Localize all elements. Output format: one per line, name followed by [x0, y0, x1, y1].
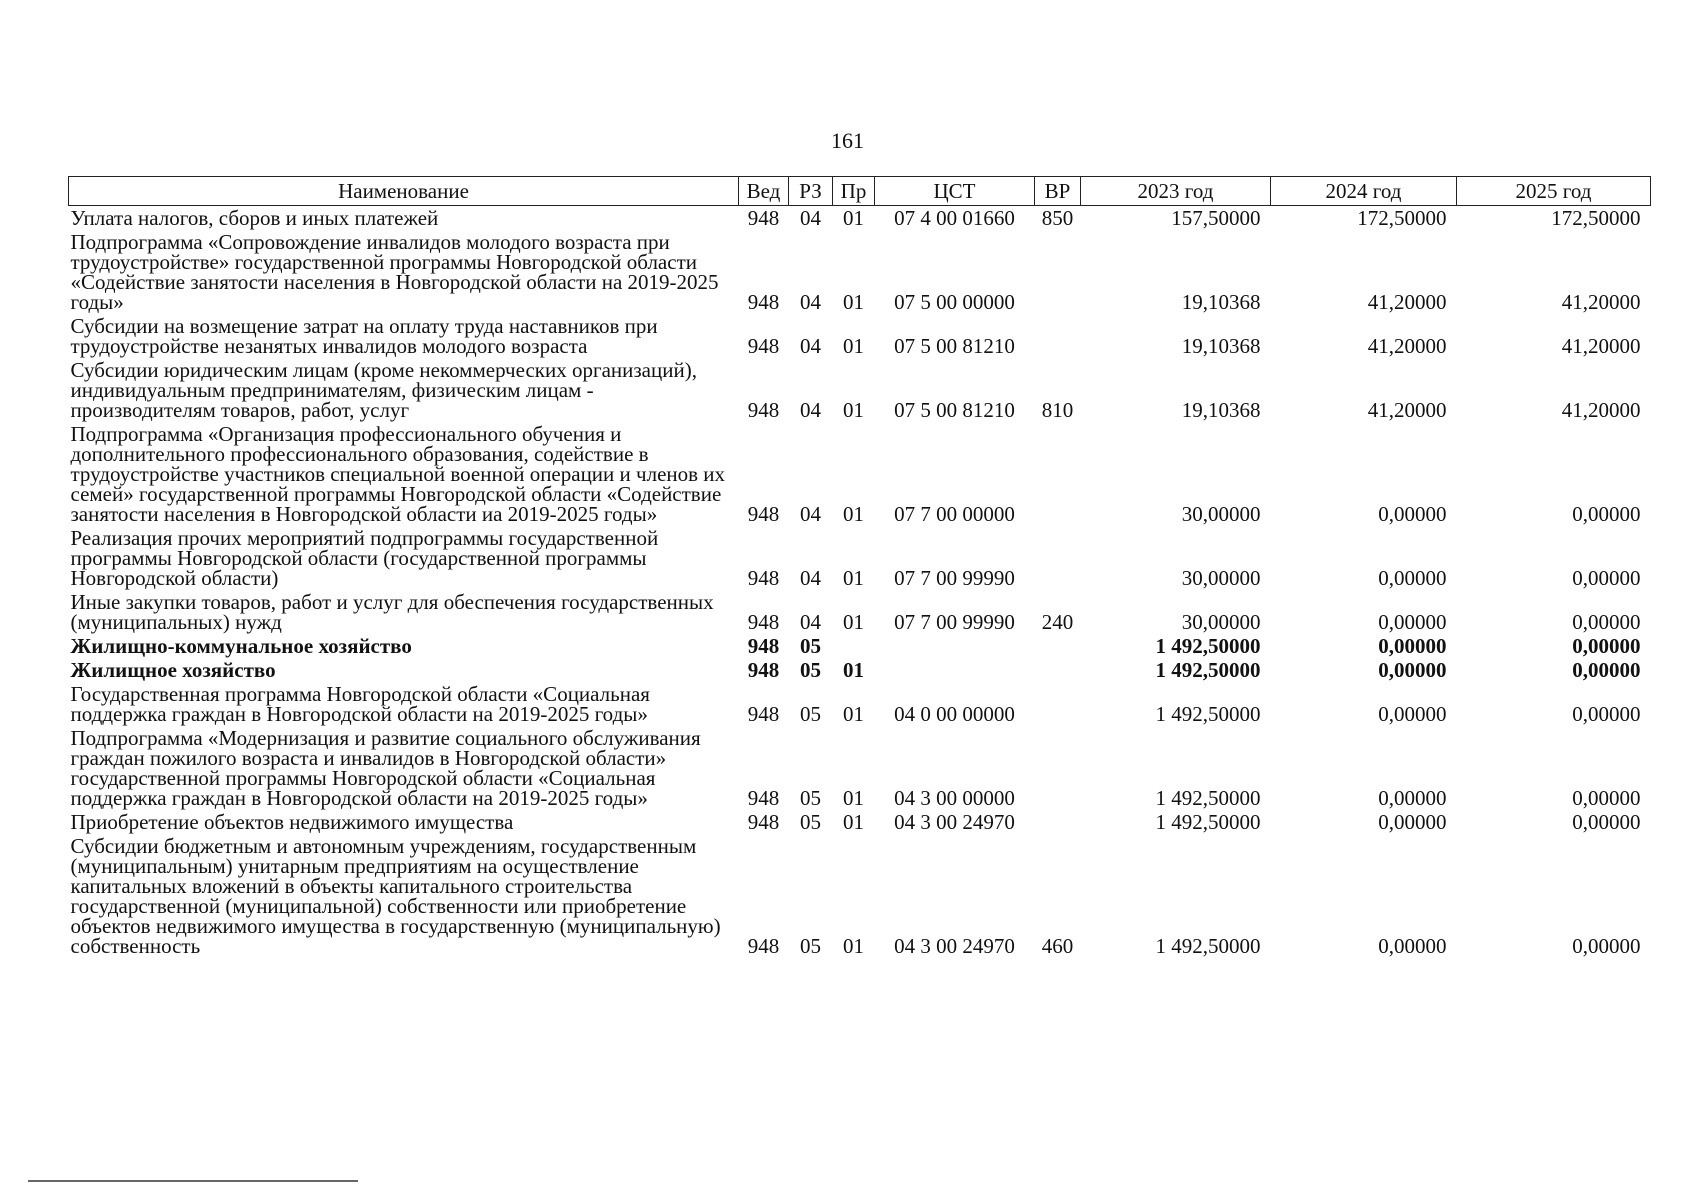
row-value-2025: 0,00000: [1572, 610, 1641, 634]
row-value-2025: 172,50000: [1551, 206, 1641, 230]
row-ved: 948: [747, 502, 780, 526]
row-pr: 01: [843, 398, 864, 422]
row-vr: [1035, 634, 1081, 658]
header-2025: 2025 год: [1457, 177, 1651, 206]
row-cst: [875, 634, 1035, 658]
row-cst: 04 0 00 00000: [894, 702, 1015, 726]
row-value-2024: 0,00000: [1378, 610, 1447, 634]
row-name: Государственная программа Новгородской области «Социальная поддержка граждан в Новгородской области на 2019-2025 годы»: [70, 682, 650, 726]
row-value-2023: 30,00000: [1181, 566, 1261, 590]
row-name: Подпрограмма «Модернизация и развитие социального обслуживания граждан пожилого возраста и инвалидов в Новгородской области» государственной программы Новгородской области «Социальная поддержка граждан в Новгородской области на 2019-2025 годы»: [70, 726, 701, 810]
row-rz: 04: [800, 334, 821, 358]
row-pr: 01: [843, 658, 864, 682]
row-cst: 07 7 00 99990: [894, 566, 1015, 590]
row-name: Приобретение объектов недвижимого имущества: [70, 810, 514, 834]
row-name: Жилищно-коммунальное хозяйство: [70, 634, 412, 658]
row-ved: 948: [747, 334, 780, 358]
row-pr: [833, 634, 875, 658]
row-value-2024: 0,00000: [1378, 786, 1447, 810]
row-value-2023: 1 492,50000: [1155, 810, 1261, 834]
row-value-2024: 41,20000: [1367, 398, 1447, 422]
page-number: 161: [831, 128, 864, 153]
row-value-2023: 1 492,50000: [1155, 702, 1261, 726]
table-row: [69, 682, 1651, 726]
row-value-2023: 30,00000: [1181, 610, 1261, 634]
table-row: [69, 590, 1651, 634]
row-value-2025: 0,00000: [1572, 702, 1641, 726]
header-2024: 2024 год: [1271, 177, 1457, 206]
row-value-2023: 19,10368: [1181, 398, 1261, 422]
header-name: Наименование: [69, 177, 739, 206]
row-rz: 04: [800, 566, 821, 590]
header-rz: РЗ: [789, 177, 833, 206]
header-cst: ЦСТ: [875, 177, 1035, 206]
row-vr: [1035, 810, 1081, 834]
row-rz: 04: [800, 398, 821, 422]
row-rz: 05: [800, 702, 821, 726]
table-row: [69, 526, 1651, 590]
header-vr: ВР: [1035, 177, 1081, 206]
row-ved: 948: [747, 206, 780, 230]
row-name: Реализация прочих мероприятий подпрограммы государственной программы Новгородской области (государственной программы Новгородской области): [70, 526, 659, 590]
row-rz: 05: [800, 934, 821, 958]
row-name: Субсидии бюджетным и автономным учреждениям, государственным (муниципальным) унитарным предприятиям на осуществление капитальных вложений в объекты капитального строительства государственной (муниципальной) собственности или приобретение объектов недвижимого имущества в государственную (муниципальную) собственность: [70, 834, 721, 958]
budget-table: [68, 176, 1651, 958]
row-value-2025: 0,00000: [1572, 934, 1641, 958]
table-row: [69, 634, 1651, 658]
row-value-2025: 0,00000: [1572, 502, 1641, 526]
row-cst: 07 5 00 00000: [894, 290, 1015, 314]
row-vr: [1035, 526, 1081, 590]
row-value-2025: 0,00000: [1572, 566, 1641, 590]
table-row: [69, 358, 1651, 422]
row-name: Жилищное хозяйство: [70, 658, 276, 682]
row-rz: 05: [800, 810, 821, 834]
row-cst: 04 3 00 24970: [894, 810, 1015, 834]
row-vr: [1035, 658, 1081, 682]
row-ved: 948: [747, 566, 780, 590]
row-cst: 04 3 00 24970: [894, 934, 1015, 958]
row-value-2024: 172,50000: [1357, 206, 1447, 230]
row-vr: 810: [1041, 398, 1074, 422]
row-cst: 07 5 00 81210: [894, 334, 1015, 358]
row-rz: 04: [800, 290, 821, 314]
row-vr: [1035, 422, 1081, 526]
row-value-2023: 1 492,50000: [1155, 658, 1261, 682]
row-value-2023: 19,10368: [1181, 290, 1261, 314]
row-value-2024: 0,00000: [1378, 502, 1447, 526]
row-cst: 04 3 00 00000: [894, 786, 1015, 810]
table-row: [69, 314, 1651, 358]
row-ved: 948: [747, 934, 780, 958]
footer-rule: [28, 1180, 358, 1182]
row-name: Иные закупки товаров, работ и услуг для обеспечения государственных (муниципальных) нужд: [70, 590, 714, 634]
row-vr: 850: [1041, 206, 1074, 230]
row-pr: 01: [843, 934, 864, 958]
row-pr: 01: [843, 786, 864, 810]
row-ved: 948: [747, 658, 780, 682]
row-value-2025: 41,20000: [1561, 334, 1641, 358]
table-row: [69, 206, 1651, 231]
row-pr: 01: [843, 610, 864, 634]
row-rz: 05: [800, 658, 821, 682]
header-pr: Пр: [833, 177, 875, 206]
table-row: [69, 810, 1651, 834]
row-value-2024: 41,20000: [1367, 290, 1447, 314]
row-rz: 04: [800, 502, 821, 526]
table-row: [69, 658, 1651, 682]
row-name: Уплата налогов, сборов и иных платежей: [70, 206, 439, 230]
row-ved: 948: [747, 634, 780, 658]
row-value-2024: 0,00000: [1378, 702, 1447, 726]
row-name: Субсидии юридическим лицам (кроме некоммерческих организаций), индивидуальным предпринимателям, физическим лицам - производителям товаров, работ, услуг: [70, 358, 697, 422]
row-value-2024: 41,20000: [1367, 334, 1447, 358]
row-cst: 07 7 00 00000: [894, 502, 1015, 526]
row-value-2025: 41,20000: [1561, 398, 1641, 422]
row-ved: 948: [747, 810, 780, 834]
table-row: [69, 230, 1651, 314]
row-vr: 240: [1041, 610, 1074, 634]
row-pr: 01: [843, 702, 864, 726]
row-value-2024: 0,00000: [1378, 634, 1447, 658]
table-body: [69, 206, 1651, 959]
row-value-2024: 0,00000: [1378, 566, 1447, 590]
row-value-2023: 1 492,50000: [1155, 934, 1261, 958]
row-pr: 01: [843, 206, 864, 230]
table-row: [69, 834, 1651, 958]
row-pr: 01: [843, 334, 864, 358]
row-vr: [1035, 682, 1081, 726]
row-rz: 05: [800, 786, 821, 810]
row-pr: 01: [843, 810, 864, 834]
row-value-2023: 30,00000: [1181, 502, 1261, 526]
row-value-2025: 0,00000: [1572, 786, 1641, 810]
header-2023: 2023 год: [1081, 177, 1271, 206]
row-value-2025: 41,20000: [1561, 290, 1641, 314]
row-value-2024: 0,00000: [1378, 810, 1447, 834]
row-value-2025: 0,00000: [1572, 634, 1641, 658]
row-ved: 948: [747, 290, 780, 314]
table-row: [69, 726, 1651, 810]
row-name: Подпрограмма «Сопровождение инвалидов молодого возраста при трудоустройстве» государственной программы Новгородской области «Содействие занятости населения в Новгородской области на 2019-2025 годы»: [70, 230, 719, 314]
row-value-2023: 1 492,50000: [1155, 634, 1261, 658]
row-name: Подпрограмма «Организация профессионального обучения и дополнительного профессионального образования, содействие в трудоустройстве участников специальной военной операции и членов их семей» государственной программы Новгородской области «Содействие занятости населения в Новгородской области иа 2019-2025 годы»: [70, 422, 726, 526]
row-pr: 01: [843, 502, 864, 526]
row-cst: 07 4 00 01660: [894, 206, 1015, 230]
row-value-2025: 0,00000: [1572, 658, 1641, 682]
row-rz: 05: [800, 634, 821, 658]
row-ved: 948: [747, 610, 780, 634]
row-rz: 04: [800, 610, 821, 634]
header-ved: Вед: [739, 177, 789, 206]
row-vr: 460: [1041, 934, 1074, 958]
row-name: Субсидии на возмещение затрат на оплату труда наставников при трудоустройстве незанятых инвалидов молодого возраста: [70, 314, 658, 358]
row-pr: 01: [843, 290, 864, 314]
row-pr: 01: [843, 566, 864, 590]
row-value-2024: 0,00000: [1378, 658, 1447, 682]
row-rz: 04: [800, 206, 821, 230]
row-cst: 07 7 00 99990: [894, 610, 1015, 634]
row-vr: [1035, 726, 1081, 810]
row-value-2023: 19,10368: [1181, 334, 1261, 358]
row-vr: [1035, 314, 1081, 358]
row-cst: 07 5 00 81210: [894, 398, 1015, 422]
table-header-row: [69, 177, 1651, 206]
row-ved: 948: [747, 398, 780, 422]
table-row: [69, 422, 1651, 526]
row-value-2025: 0,00000: [1572, 810, 1641, 834]
row-value-2023: 157,50000: [1171, 206, 1261, 230]
row-cst: [875, 658, 1035, 682]
row-ved: 948: [747, 786, 780, 810]
row-ved: 948: [747, 702, 780, 726]
row-value-2023: 1 492,50000: [1155, 786, 1261, 810]
row-value-2024: 0,00000: [1378, 934, 1447, 958]
row-vr: [1035, 230, 1081, 314]
